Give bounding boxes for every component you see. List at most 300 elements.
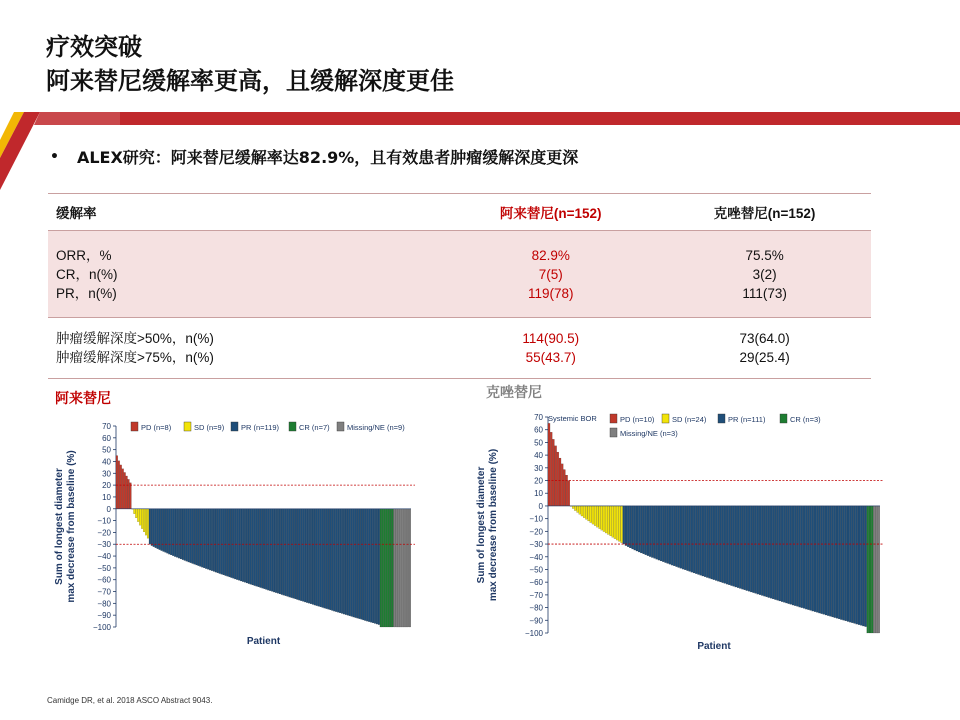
waterfall-bar [607,506,609,534]
waterfall-bar [563,470,565,506]
cell-value: 73(64.0) [739,331,790,346]
y-tick-label: 40 [102,457,111,467]
waterfall-bar [304,509,306,602]
waterfall-bar [394,509,396,627]
waterfall-bar [574,506,576,511]
y-tick-label: −100 [524,629,543,638]
waterfall-bar [588,506,590,521]
waterfall-bar [847,506,849,622]
y-tick-label: −50 [97,563,111,573]
waterfall-bar [159,509,161,550]
y-tick-label: −70 [97,587,111,597]
y-tick-label: −30 [97,540,111,550]
waterfall-bar [326,509,328,609]
waterfall-bar [312,509,314,605]
waterfall-bar [801,506,803,608]
waterfall-bar [678,506,680,568]
waterfall-bar [612,506,614,537]
waterfall-bar [343,509,345,614]
waterfall-bar [298,509,300,600]
legend-swatch-cr [289,422,296,431]
waterfall-bar [869,506,871,633]
waterfall-bar [618,506,620,541]
waterfall-bar [680,506,682,568]
cell-value: 7(5) [538,266,563,282]
header-response-rate: 缓解率 [48,194,443,231]
cell-value: 119(78) [527,285,574,301]
y-tick-label: 60 [534,425,543,435]
waterfall-bar [693,506,695,573]
waterfall-bar [827,506,829,616]
y-tick-label: −30 [529,540,543,550]
waterfall-bar [339,509,341,613]
waterfall-bar [213,509,215,572]
y-tick-label: 70 [102,422,111,431]
y-tick-label: 50 [534,438,543,448]
waterfall-bar [654,506,656,558]
waterfall-chart-alectinib [46,412,426,652]
waterfall-bar [711,506,713,579]
waterfall-bar [250,509,252,585]
waterfall-bar [803,506,805,608]
waterfall-bar [388,509,390,627]
waterfall-bar [126,476,128,509]
waterfall-bar [364,509,366,621]
waterfall-bar [700,506,702,575]
waterfall-bar [184,509,186,561]
waterfall-bar [232,509,234,579]
waterfall-bar [807,506,809,610]
waterfall-bar [858,506,860,625]
waterfall-bar [836,506,838,618]
waterfall-bar [165,509,167,553]
waterfall-bar [706,506,708,578]
crizotinib-values [658,318,871,379]
waterfall-bar [361,509,363,620]
y-tick-label: −80 [97,599,111,609]
waterfall-bar [779,506,781,601]
waterfall-bar [669,506,671,564]
waterfall-bar [335,509,337,612]
legend-label: PD (n=8) [141,423,172,432]
waterfall-bar [748,506,750,591]
waterfall-bar [141,509,143,529]
legend-label: Missing/NE (n=9) [347,423,405,432]
waterfall-bar [651,506,653,558]
waterfall-bar [632,506,634,549]
y-axis-title-line: max decrease from baseline (%) [66,450,77,603]
alectinib-values [443,231,658,318]
waterfall-bar [625,506,627,546]
cell-value: 111(73) [742,285,787,301]
y-tick-label: −60 [529,578,543,588]
waterfall-bar [209,509,211,570]
waterfall-bar [643,506,645,554]
waterfall-bar [821,506,823,614]
waterfall-bar [843,506,845,620]
waterfall-bar [359,509,361,619]
waterfall-bar [192,509,194,564]
waterfall-bar [557,452,559,506]
chart-title-alectinib: 阿来替尼 [55,391,111,407]
waterfall-bar [845,506,847,621]
waterfall-bar [860,506,862,625]
waterfall-bar [603,506,605,532]
waterfall-bar [231,509,233,578]
waterfall-bar [390,509,392,627]
waterfall-bar [219,509,221,574]
waterfall-bar [337,509,339,613]
waterfall-bar [616,506,618,540]
waterfall-bar [851,506,853,623]
waterfall-bar [254,509,256,586]
legend-title: Systemic BOR [548,414,597,423]
x-axis-title: Patient [246,636,281,647]
waterfall-bar [306,509,308,603]
waterfall-bar [409,509,411,627]
waterfall-bar [386,509,388,627]
waterfall-bar [401,509,403,627]
y-tick-label: 10 [534,489,543,499]
y-tick-label: −40 [529,552,543,562]
waterfall-bar [196,509,198,565]
waterfall-bar [763,506,765,596]
waterfall-bar [207,509,209,570]
waterfall-bar [629,506,631,548]
waterfall-bar [322,509,324,608]
waterfall-bar [770,506,772,598]
waterfall-bar [370,509,372,623]
y-tick-label: −90 [529,616,543,626]
waterfall-bar [592,506,594,524]
y-tick-label: 70 [534,413,543,422]
legend-swatch-sd [184,422,191,431]
waterfall-bar [682,506,684,569]
waterfall-bar [768,506,770,598]
waterfall-bar [757,506,759,594]
y-tick-label: −40 [97,552,111,562]
waterfall-bar [572,506,574,509]
waterfall-bar [269,509,271,591]
waterfall-bar [194,509,196,564]
waterfall-bar [579,506,581,514]
waterfall-bar [814,506,816,612]
row-label: 肿瘤缓解深度>75%，n(%) [56,350,214,365]
waterfall-bar [610,506,612,536]
waterfall-bar [667,506,669,564]
waterfall-bar [737,506,739,588]
waterfall-bar [190,509,192,563]
waterfall-bar [296,509,298,600]
y-tick-label: 20 [102,481,111,491]
waterfall-bar [656,506,658,559]
waterfall-bar [621,506,623,543]
waterfall-bar [665,506,667,563]
row-label: ORR，% [56,247,112,263]
waterfall-bar [166,509,168,553]
waterfall-bar [265,509,267,590]
row-label: 肿瘤缓解深度>50%，n(%) [56,331,214,346]
crizotinib-values [658,231,871,318]
waterfall-bar [151,509,153,546]
waterfall-bar [201,509,203,567]
waterfall-bar [627,506,629,547]
waterfall-bar [790,506,792,604]
waterfall-bar [614,506,616,539]
waterfall-bar [281,509,283,595]
waterfall-bar [380,509,382,627]
waterfall-bar [225,509,227,576]
waterfall-bar [120,465,122,509]
waterfall-bar [242,509,244,582]
row-label: PR，n(%) [56,285,117,301]
waterfall-bar [172,509,174,556]
waterfall-bar [774,506,776,600]
y-tick-label: −20 [529,527,543,537]
waterfall-bar [759,506,761,595]
waterfall-bar [155,509,157,548]
waterfall-bar [854,506,856,624]
waterfall-bar [240,509,242,581]
waterfall-bar [345,509,347,615]
title-line-1: 疗效突破 [46,33,142,61]
y-tick-label: −10 [97,516,111,526]
legend-label: SD (n=24) [672,415,707,424]
waterfall-bar [838,506,840,619]
waterfall-bar [761,506,763,596]
waterfall-bar [871,506,873,633]
waterfall-bar [248,509,250,584]
waterfall-bar [215,509,217,572]
y-axis-title-line: Sum of longest diameter [476,466,487,584]
legend-label: CR (n=3) [790,415,821,424]
waterfall-bar [143,509,145,532]
waterfall-bar [205,509,207,569]
waterfall-bar [277,509,279,594]
y-axis-title-line: max decrease from baseline (%) [488,448,499,602]
waterfall-bar [684,506,686,570]
waterfall-bar [645,506,647,555]
waterfall-bar [273,509,275,592]
cell-value: 55(43.7) [525,350,576,365]
waterfall-bar [658,506,660,560]
waterfall-bar [395,509,397,627]
waterfall-bar [180,509,182,559]
y-tick-label: −90 [97,611,111,621]
y-tick-label: −80 [529,603,543,613]
waterfall-bar [374,509,376,624]
waterfall-bar [116,456,118,509]
legend-label: PR (n=111) [728,415,766,424]
waterfall-bar [867,506,869,633]
waterfall-bar [331,509,333,611]
waterfall-bar [691,506,693,572]
waterfall-bar [728,506,730,585]
waterfall-chart-crizotinib [468,412,888,657]
waterfall-bar [174,509,176,557]
waterfall-bar [695,506,697,574]
waterfall-bar [246,509,248,583]
waterfall-bar [178,509,180,558]
waterfall-bar [702,506,704,576]
waterfall-bar [376,509,378,624]
waterfall-bar [302,509,304,602]
band-gold-stripe [0,112,24,158]
waterfall-bar [788,506,790,604]
waterfall-bar [687,506,689,571]
waterfall-bar [634,506,636,550]
waterfall-bar [601,506,603,530]
waterfall-bar [135,509,137,518]
waterfall-bar [715,506,717,581]
waterfall-bar [689,506,691,571]
waterfall-bar [366,509,368,621]
waterfall-bar [407,509,409,627]
waterfall-bar [258,509,260,587]
waterfall-bar [244,509,246,583]
waterfall-bar [203,509,205,568]
waterfall-bar [128,479,130,508]
waterfall-bar [293,509,295,599]
header-alectinib: 阿来替尼(n=152) [443,194,658,231]
waterfall-bar [726,506,728,584]
alectinib-values [443,318,658,379]
legend-swatch-pr [231,422,238,431]
waterfall-bar [318,509,320,607]
waterfall-bar [139,509,141,525]
waterfall-bar [818,506,820,613]
waterfall-bar [157,509,159,549]
y-tick-label: 30 [102,469,111,479]
waterfall-bar [730,506,732,586]
waterfall-bar [739,506,741,589]
waterfall-bar [792,506,794,605]
waterfall-bar [783,506,785,602]
x-axis-title: Patient [697,641,731,652]
waterfall-bar [856,506,858,624]
legend-label: CR (n=7) [299,423,330,432]
waterfall-bar [849,506,851,622]
waterfall-bar [314,509,316,605]
waterfall-bar [550,432,552,506]
legend-swatch-missing [337,422,344,431]
waterfall-bar [186,509,188,561]
y-axis-title [54,450,77,602]
waterfall-bar [605,506,607,533]
waterfall-bar [750,506,752,592]
waterfall-bar [832,506,834,617]
waterfall-bar [310,509,312,604]
waterfall-bar [812,506,814,611]
waterfall-bar [766,506,768,597]
waterfall-bar [347,509,349,616]
waterfall-bar [260,509,262,588]
table-header-row [48,194,871,231]
waterfall-bar [713,506,715,580]
legend-label: PD (n=10) [620,415,655,424]
waterfall-bar [724,506,726,583]
footnote: Camidge DR, et al. 2018 ASCO Abstract 9043. [47,696,213,705]
legend-label: Missing/NE (n=3) [620,429,678,438]
waterfall-bar [283,509,285,595]
slide-title [46,30,454,98]
waterfall-bar [378,509,380,625]
y-tick-label: −20 [97,528,111,538]
waterfall-bar [137,509,139,522]
waterfall-bar [153,509,155,547]
waterfall-bar [372,509,374,623]
waterfall-bar [781,506,783,602]
y-tick-label: 20 [534,476,543,486]
waterfall-bar [673,506,675,566]
row-labels [48,318,443,379]
waterfall-bar [862,506,864,626]
waterfall-bar [163,509,165,552]
y-tick-label: 30 [534,463,543,473]
waterfall-bar [548,423,550,506]
legend-label: PR (n=119) [241,423,280,432]
y-tick-label: −100 [92,623,111,632]
waterfall-bar [405,509,407,627]
waterfall-bar [357,509,359,618]
waterfall-bar [211,509,213,571]
waterfall-bar [341,509,343,614]
waterfall-bar [199,509,201,567]
response-table [48,193,871,379]
header-crizotinib: 克唑替尼(n=152) [658,194,871,231]
waterfall-bar [328,509,330,610]
legend-swatch-sd [662,414,669,423]
waterfall-bar [709,506,711,578]
waterfall-bar [581,506,583,516]
waterfall-bar [295,509,297,599]
waterfall-bar [351,509,353,617]
legend-swatch-pr [718,414,725,423]
bullet-point [50,145,578,168]
waterfall-bar [735,506,737,587]
waterfall-bar [168,509,170,554]
waterfall-bar [704,506,706,577]
waterfall-bar [741,506,743,589]
waterfall-bar [291,509,293,598]
waterfall-bar [223,509,225,575]
waterfall-bar [316,509,318,606]
waterfall-bar [746,506,748,591]
waterfall-bar [577,506,579,513]
waterfall-bar [810,506,812,610]
band-red-wedge [0,112,40,190]
y-tick-label: −50 [529,565,543,575]
waterfall-bar [252,509,254,585]
bullet-dot-icon: • [50,148,59,165]
waterfall-bar [647,506,649,556]
waterfall-bar [384,509,386,627]
y-tick-label: 40 [534,451,543,461]
waterfall-bar [599,506,601,529]
waterfall-bar [649,506,651,557]
waterfall-bar [777,506,779,600]
row-labels [48,231,443,318]
waterfall-bar [752,506,754,593]
waterfall-bar [561,464,563,506]
waterfall-bar [333,509,335,611]
legend-label: SD (n=9) [194,423,225,432]
waterfall-bar [403,509,405,627]
y-tick-label: 0 [538,501,543,511]
legend-swatch-cr [780,414,787,423]
waterfall-bar [840,506,842,620]
waterfall-bar [320,509,322,607]
